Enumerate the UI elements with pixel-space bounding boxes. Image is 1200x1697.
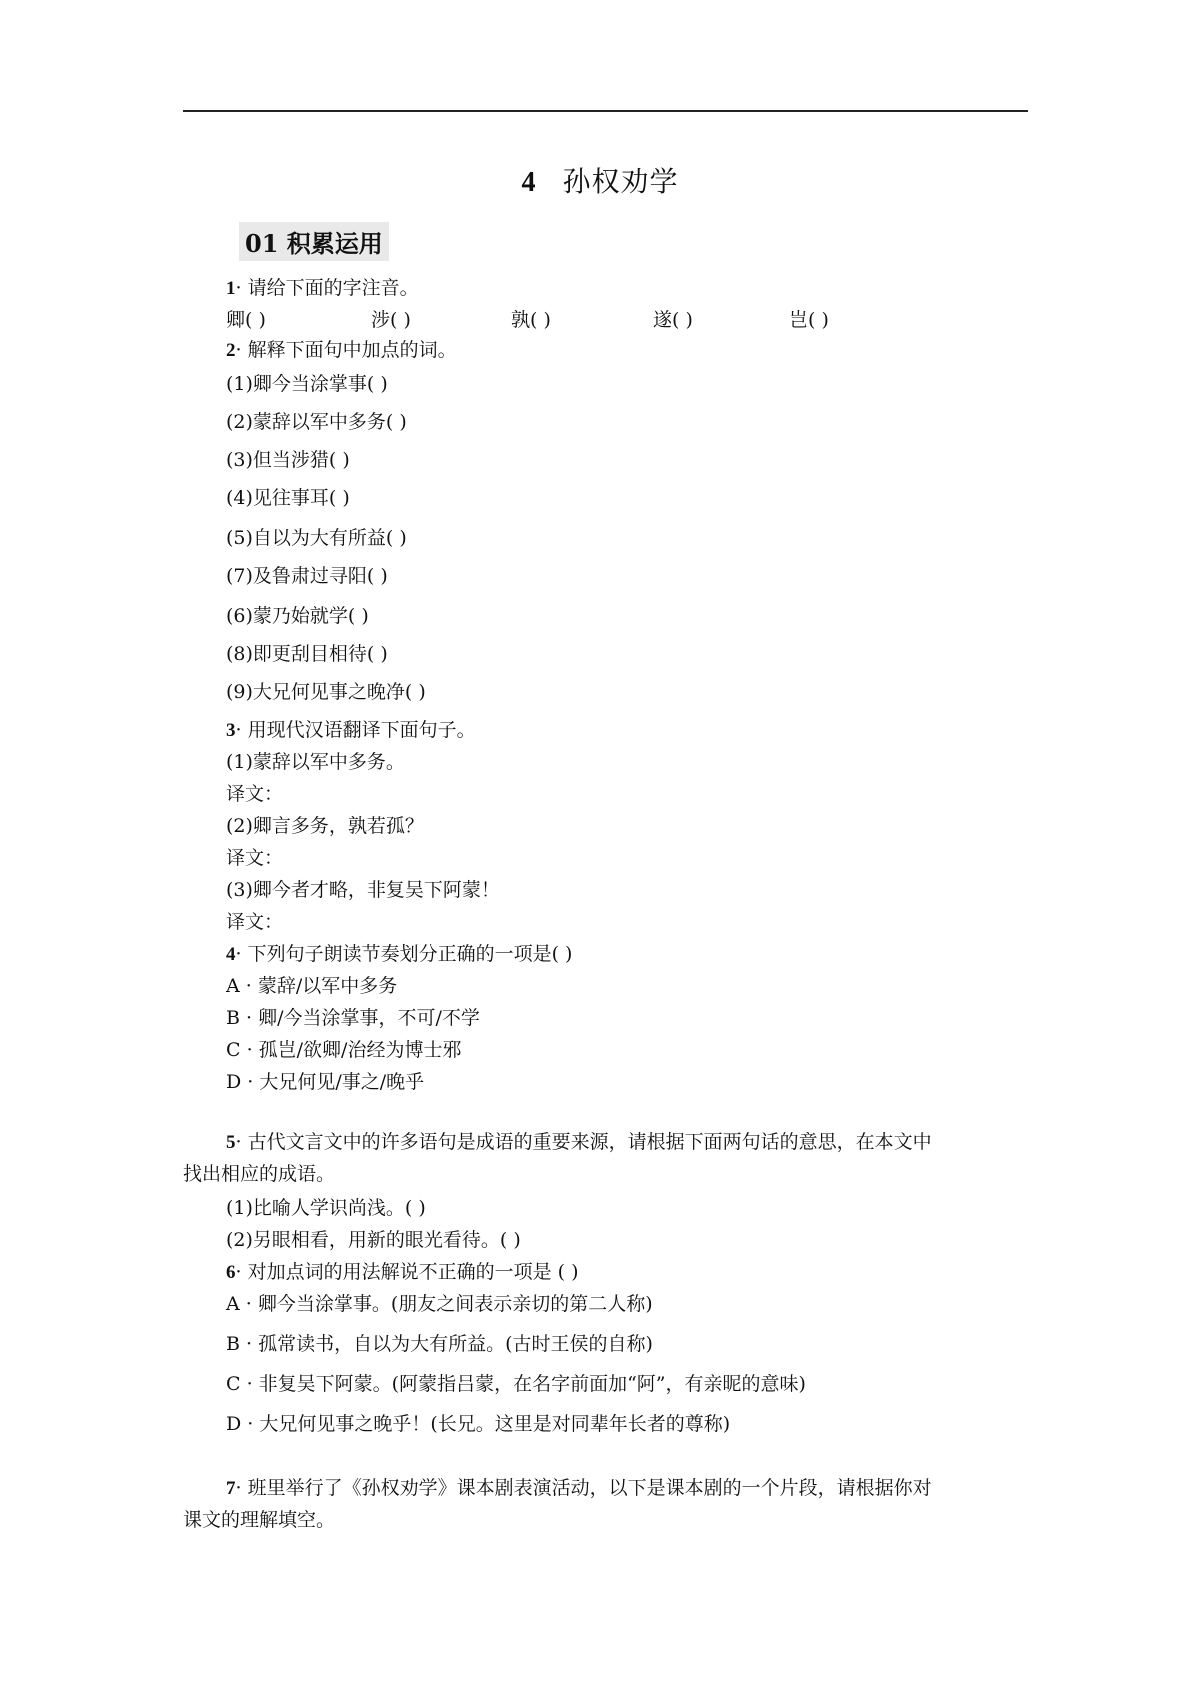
question-prompt: · 下列句子朗读节奏划分正确的一项是( )	[235, 943, 573, 965]
list-item: (2)卿言多务，孰若孤？	[226, 815, 424, 837]
question-2	[226, 338, 457, 363]
q1-items	[226, 308, 829, 332]
section-heading: 01 积累运用	[239, 222, 389, 261]
question-6	[226, 1260, 578, 1285]
list-item: 译文：	[226, 783, 284, 805]
list-item: 孰( )	[511, 309, 551, 331]
question-5	[226, 1130, 932, 1155]
question-1	[226, 276, 419, 301]
question-number: 2	[226, 340, 236, 361]
list-item: (8)即更刮目相待( )	[226, 643, 388, 665]
question-7	[226, 1476, 932, 1501]
option-a: A · 蒙辞/以军中多务	[226, 975, 398, 997]
list-item: (2)蒙辞以军中多务( )	[226, 411, 407, 433]
list-item: 遂( )	[653, 309, 693, 331]
list-item: 岂( )	[789, 309, 829, 331]
option-d: D · 大兄何见/事之/晚乎	[226, 1071, 425, 1093]
list-item: 卿( )	[226, 309, 266, 331]
list-item: (1)比喻人学识尚浅。( )	[226, 1197, 426, 1219]
list-item: (5)自以为大有所益( )	[226, 527, 407, 549]
lesson-title	[0, 160, 1200, 200]
question-3	[226, 718, 476, 743]
question-prompt: · 对加点词的用法解说不正确的一项是 ( )	[235, 1261, 579, 1283]
list-item: 译文：	[226, 847, 284, 869]
question-prompt: · 班里举行了《孙权劝学》课本剧表演活动，以下是课本剧的一个片段，请根据你对	[235, 1477, 932, 1499]
option-b: B · 卿/今当涂掌事，不可/不学	[226, 1007, 480, 1029]
list-item: 译文：	[226, 911, 284, 933]
question-number: 3	[226, 720, 236, 741]
question-number: 6	[226, 1262, 236, 1283]
list-item: 涉( )	[371, 309, 411, 331]
option-b: B · 孤常读书，自以为大有所益。(古时王侯的自称)	[226, 1333, 653, 1355]
question-prompt: · 用现代汉语翻译下面句子。	[235, 719, 476, 741]
option-d: D · 大兄何见事之晚乎！(长兄。这里是对同辈年长者的尊称)	[226, 1413, 731, 1435]
list-item: (3)卿今者才略，非复吴下阿蒙！	[226, 879, 500, 901]
lesson-number: 4	[521, 167, 537, 198]
lesson-title-text: 孙权劝学	[562, 165, 679, 198]
question-prompt: · 解释下面句中加点的词。	[235, 339, 457, 361]
list-item: (3)但当涉猎( )	[226, 449, 350, 471]
question-number: 4	[226, 944, 236, 965]
list-item: (6)蒙乃始就学( )	[226, 605, 369, 627]
list-item: (1)卿今当涂掌事( )	[226, 373, 388, 395]
question-prompt: · 请给下面的字注音。	[235, 277, 419, 299]
question-prompt-continued: 找出相应的成语。	[183, 1163, 336, 1185]
header-rule	[183, 110, 1028, 112]
question-prompt-continued: 课文的理解填空。	[183, 1509, 336, 1531]
question-number: 5	[226, 1132, 236, 1153]
question-prompt: · 古代文言文中的许多语句是成语的重要来源，请根据下面两句话的意思，在本文中	[235, 1131, 932, 1153]
option-a: A · 卿今当涂掌事。(朋友之间表示亲切的第二人称)	[226, 1293, 653, 1315]
list-item: (2)另眼相看，用新的眼光看待。( )	[226, 1229, 521, 1251]
list-item: (7)及鲁肃过寻阳( )	[226, 565, 388, 587]
question-number: 7	[226, 1478, 236, 1499]
list-item: (1)蒙辞以军中多务。	[226, 751, 405, 773]
question-4	[226, 942, 572, 967]
option-c: C · 非复吴下阿蒙。(阿蒙指吕蒙，在名字前面加“阿”，有亲昵的意味)	[226, 1373, 806, 1395]
question-number: 1	[226, 278, 236, 299]
option-c: C · 孤岂/欲卿/治经为博士邪	[226, 1039, 462, 1061]
list-item: (9)大兄何见事之晚净( )	[226, 681, 426, 703]
list-item: (4)见往事耳( )	[226, 487, 350, 509]
